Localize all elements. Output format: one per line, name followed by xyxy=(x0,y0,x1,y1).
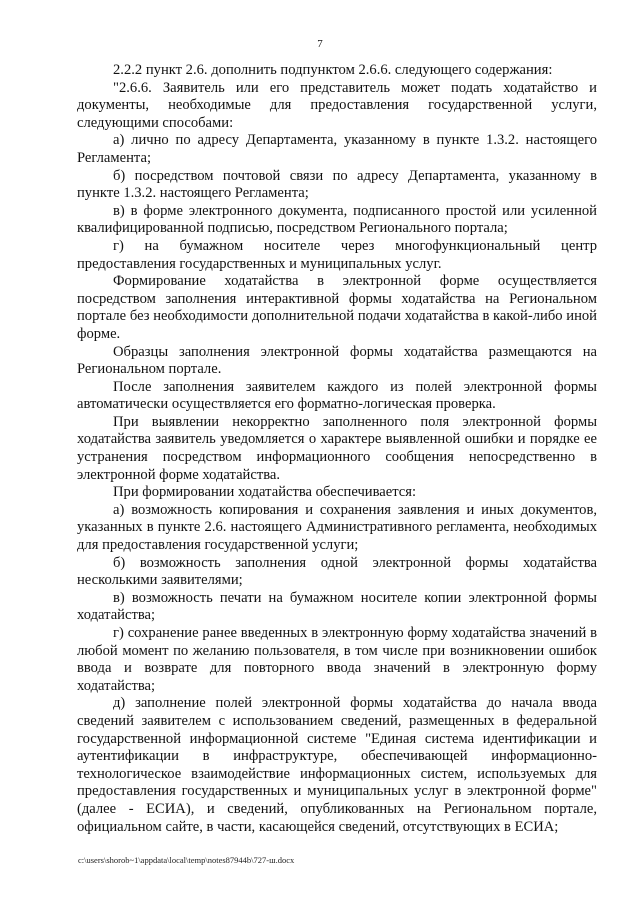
file-path-footer: c:\users\shorob~1\appdata\local\temp\notes87944b\727-ш.docx xyxy=(78,855,295,865)
paragraph: д) заполнение полей электронной формы ходатайства до начала ввода сведений заявителем с использованием сведений, размещенных в федеральной государственной информационной системе "Единая система идентификации и аутентификации в инфраструктуре, обеспечивающей информационно-технологическое взаимодействие информационных систем, используемых для предоставления государственных и муниципальных услуг в электронной форме" (далее - ЕСИА), и сведений, опубликованных на Региональном портале, официальном сайте, в части, касающейся сведений, отсутствующих в ЕСИА; xyxy=(77,695,597,835)
paragraph: 2.2.2 пункт 2.6. дополнить подпунктом 2.6.6. следующего содержания: xyxy=(113,62,553,78)
paragraph: б) возможность заполнения одной электронной формы ходатайства несколькими заявителями; xyxy=(77,554,597,589)
paragraph: Формирование ходатайства в электронной форме осуществляется посредством заполнения интерактивной формы ходатайства на Региональном портале без необходимости дополнительной подачи ходатайства в какой-либо иной форме. xyxy=(77,273,597,342)
document-body xyxy=(77,62,597,836)
paragraph: Образцы заполнения электронной формы ходатайства размещаются на Региональном портале. xyxy=(77,343,597,378)
paragraph: в) возможность печати на бумажном носителе копии электронной формы ходатайства; xyxy=(77,589,597,624)
paragraph: "2.6.6. Заявитель или его представитель может подать ходатайство и документы, необходимые для предоставления государственной услуги, следующими способами: xyxy=(77,79,597,131)
paragraph: а) возможность копирования и сохранения заявления и иных документов, указанных в пункте 2.6. настоящего Административного регламента, необходимых для предоставления государственной услуги; xyxy=(77,501,597,554)
page-number: 7 xyxy=(317,38,323,50)
paragraph: При выявлении некорректно заполненного поля электронной формы ходатайства заявитель уведомляется о характере выявленной ошибки и порядке ее устранения посредством информационного сообщения непосредственно в электронной форме ходатайства. xyxy=(77,413,597,483)
paragraph: После заполнения заявителем каждого из полей электронной формы автоматически осуществляется его форматно-логическая проверка. xyxy=(77,378,597,413)
paragraph: г) сохранение ранее введенных в электронную форму ходатайства значений в любой момент по желанию пользователя, в том числе при возникновении ошибок ввода и возврате для повторного ввода значений в электронную форму ходатайства; xyxy=(77,625,597,694)
paragraph: г) на бумажном носителе через многофункциональный центр предоставления государственных и муниципальных услуг. xyxy=(77,237,597,272)
paragraph: б) посредством почтовой связи по адресу Департамента, указанному в пункте 1.3.2. настоящего Регламента; xyxy=(77,167,597,202)
paragraph: в) в форме электронного документа, подписанного простой или усиленной квалифицированной подписью, посредством Регионального портала; xyxy=(77,202,597,237)
paragraph: При формировании ходатайства обеспечивается: xyxy=(113,484,417,501)
paragraph: а) лично по адресу Департамента, указанному в пункте 1.3.2. настоящего Регламента; xyxy=(77,132,597,166)
